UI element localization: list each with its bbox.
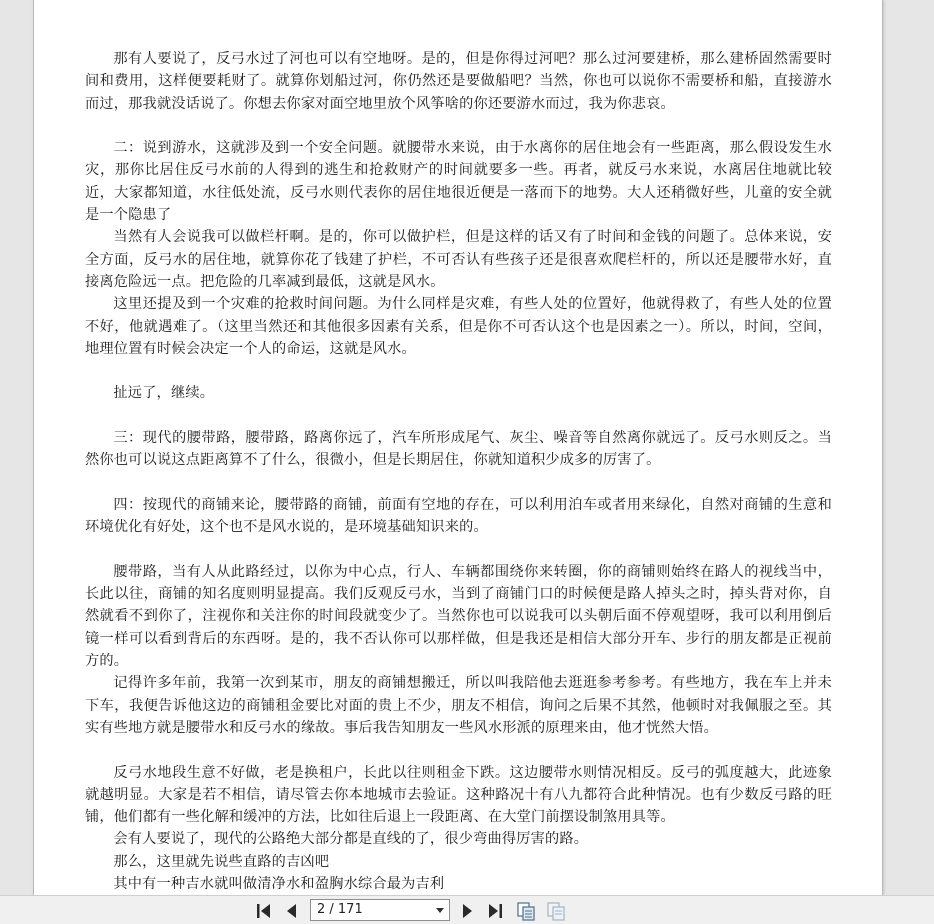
page-indicator: 2 / 171 <box>317 902 363 917</box>
paragraph: 扯远了，继续。 <box>113 385 215 402</box>
paragraph-spacer <box>85 739 832 761</box>
last-page-icon <box>484 900 506 922</box>
paragraph: 记得许多年前，我第一次到某市，朋友的商铺想搬迁，所以叫我陪他去逛逛参考参考。有些地方，我在车上并未下车，我便告诉他这边的商铺租金要比对面的贵上不少，朋友不相信，询问之后果不其然，他顿时对我佩服之至。其实有些地方就是腰带水和反弓水的缘故。事后我告知朋友一些风水形派的原理来由，他才恍然大悟。 <box>85 675 832 736</box>
paragraph: 那有人要说了，反弓水过了河也可以有空地呀。是的，但是你得过河吧？那么过河要建桥，那么建桥固然需要时间和费用，这样便要耗财了。就算你划船过河，你仍然还是要做船吧？当然，你也可以说你不需要桥和船，直接游水而过，那我就没话说了。你想去你家对面空地里放个风筝啥的你还要游水而过，我为你悲哀。 <box>85 51 832 112</box>
paste-page-icon <box>545 900 567 922</box>
paragraph: 反弓水地段生意不好做，老是换租户，长此以往则租金下跌。这边腰带水则情况相反。反弓的弧度越大，此迹象就越明显。大家是若不相信，请尽管去你本地城市去验证。这种路况十有八九都符合此种情况。也有少数反弓路的旺铺，他们都有一些化解和缓冲的方法，比如往后退上一段距离、在大堂门前摆设制煞用具等。 <box>85 764 832 826</box>
navigation-toolbar <box>0 895 934 924</box>
next-page-button[interactable] <box>456 900 478 922</box>
paragraph-spacer <box>85 405 832 427</box>
paragraph: 四：按现代的商铺来论，腰带路的商铺，前面有空地的存在，可以利用泊车或者用来绿化，自然对商铺的生意和环境优化有好处，这个也不是风水说的，是环境基础知识来的。 <box>85 496 832 536</box>
next-page-icon <box>456 900 478 922</box>
paragraph-spacer <box>85 539 832 561</box>
first-page-button[interactable] <box>253 900 275 922</box>
paragraph: 这里还提及到一个灾难的抢救时间问题。为什么同样是灾难，有些人处的位置好，他就得救了，有些人处的位置不好，他就遇难了。（这里当然还和其他很多因素有关系，但是你不可否认这个也是因素之一）。所以，时间，空间，地理位置有时候会决定一个人的命运，这就是风水。 <box>85 296 832 357</box>
paragraph: 会有人要说了，现代的公路绝大部分都是直线的了，很少弯曲得厉害的路。 <box>113 831 589 848</box>
copy-page-button[interactable] <box>515 900 537 922</box>
page-select-dropdown[interactable] <box>310 899 450 921</box>
paragraph: 其中有一种吉水就叫做清净水和盈胸水综合最为吉利 <box>113 875 445 892</box>
paragraph: 当然有人会说我可以做栏杆啊。是的，你可以做护栏，但是这样的话又有了时间和金钱的问题了。总体来说，安全方面，反弓水的居住地，就算你花了钱建了护栏，不可否认有些孩子还是很喜欢爬栏杆的，所以还是腰带水好，直接离危险远一点。把危险的几率减到最低，这就是风水。 <box>85 229 832 290</box>
document-page <box>33 0 883 895</box>
paragraph-spacer <box>85 472 832 494</box>
first-page-icon <box>253 900 275 922</box>
last-page-button[interactable] <box>484 900 506 922</box>
paragraph: 腰带路，当有人从此路经过，以你为中心点，行人、车辆都围绕你来转圈，你的商铺则始终在路人的视线当中，长此以往，商铺的知名度则明显提高。我们反观反弓水，当到了商铺门口的时候便是路人掉头之时，掉头背对你，自然就看不到你了，注视你和关注你的时间段就变少了。当然你也可以说我可以头朝后面不停观望呀，我可以利用倒后镜一样可以看到背后的东西呀。是的，我不否认你可以那样做，但是我还是相信大部分开车、步行的朋友都是正视前方的。 <box>85 563 832 670</box>
paragraph: 那么，这里就先说些直路的吉凶吧 <box>113 853 330 870</box>
chevron-down-icon <box>434 902 446 918</box>
copy-page-icon <box>515 900 537 922</box>
page-text-body <box>85 48 832 895</box>
previous-page-button[interactable] <box>281 900 303 922</box>
paragraph: 三：现代的腰带路，腰带路，路离你远了，汽车所形成尾气、灰尘、噪音等自然离你就远了。反弓水则反之。当然你也可以说这点距离算不了什么，很微小，但是长期居住，你就知道积少成多的厉害了。 <box>85 430 832 469</box>
paste-page-button[interactable] <box>545 900 567 922</box>
paragraph-spacer <box>85 360 832 382</box>
paragraph-spacer <box>85 115 832 137</box>
paragraph: 二：说到游水，这就涉及到一个安全问题。就腰带水来说，由于水离你的居住地会有一些距离，那么假设发生水灾，那你比居住反弓水前的人得到的逃生和抢救财产的时间就要多一些。再者，就反弓水来说，水离居住地就比较近，大家都知道，水往低处流，反弓水则代表你的居住地很近便是一落而下的地势。大人还稍微好些，儿童的安全就是一个隐患了 <box>85 140 832 224</box>
previous-page-icon <box>281 900 303 922</box>
